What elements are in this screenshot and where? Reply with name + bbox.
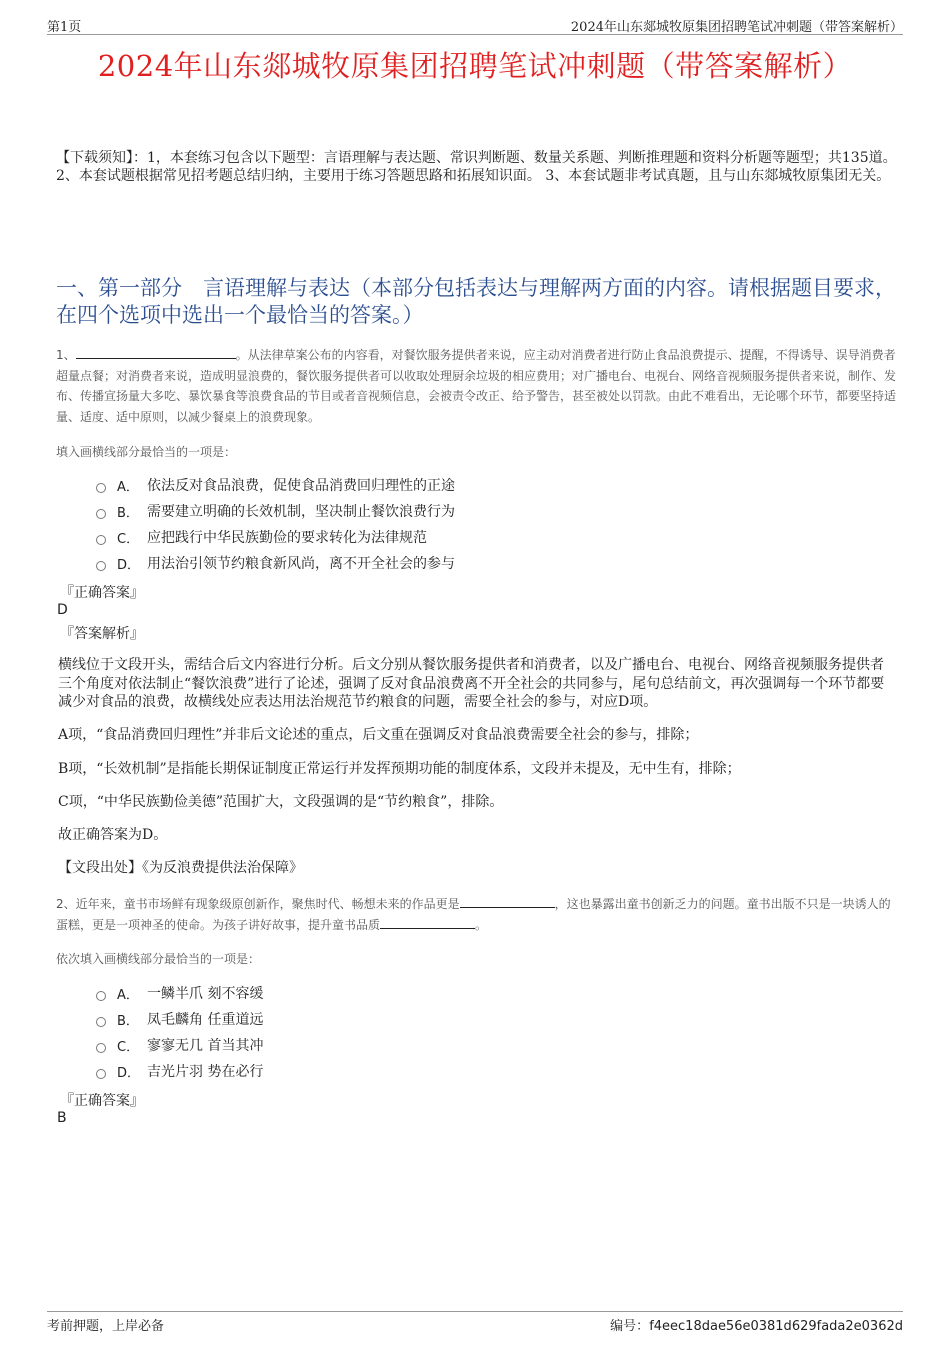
question-1-blank: [76, 346, 236, 359]
question-1-option-d[interactable]: D． 用法治引领节约粮食新风尚，离不开全社会的参与: [96, 550, 455, 576]
question-2-blank-2: [380, 916, 475, 929]
question-2-answer: B: [57, 1110, 67, 1126]
question-1-prompt: 填入画横线部分最恰当的一项是：: [56, 445, 237, 459]
page-footer: [47, 1311, 903, 1332]
question-2-text: 2、近年来，童书市场鲜有现象级原创新作，聚焦时代、畅想未来的作品更是 ，这也暴露出童书创新乏力的问题。童书出版不只是一块诱人的蛋糕，更是一项神圣的使命。为孩子讲好故事，提升童书品质 。: [56, 897, 891, 932]
radio-icon[interactable]: [96, 1043, 106, 1053]
question-1-source: 【文段出处】《为反浪费提供法治保障》: [58, 860, 303, 876]
question-1-conclusion: 故正确答案为D。: [58, 827, 168, 843]
section-heading: 一、第一部分 言语理解与表达（本部分包括表达与理解两方面的内容。请根据题目要求，在四个选项中选出一个最恰当的答案。）: [56, 276, 896, 327]
question-1-options: [96, 472, 455, 576]
question-1-analysis-c: C项，“中华民族勤俭美德”范围扩大，文段强调的是“节约粮食”，排除。: [58, 794, 504, 810]
page-header: [47, 14, 903, 35]
question-2-number: 2、: [56, 897, 76, 911]
radio-icon[interactable]: [96, 991, 106, 1001]
header-doc-title: 2024年山东郯城牧原集团招聘笔试冲刺题（带答案解析）: [570, 20, 903, 35]
question-2-options: [96, 980, 263, 1084]
question-2-blank-1: [460, 895, 555, 908]
download-notice: 【下载须知】：1，本套练习包含以下题型：言语理解与表达题、常识判断题、数量关系题、判断推理题和资料分析题等题型；共135道。 2、本套试题根据常见招考题总结归纳，主要用于练习答题思路和拓展知识面。 3、本套试题非考试真题，且与山东郯城牧原集团无关。: [56, 150, 897, 184]
question-2-option-a[interactable]: A． 一鳞半爪 刻不容缓: [96, 980, 263, 1006]
question-1-option-c[interactable]: C． 应把践行中华民族勤俭的要求转化为法律规范: [96, 524, 455, 550]
question-2-option-d[interactable]: D． 吉光片羽 势在必行: [96, 1058, 263, 1084]
question-1-analysis-label: 『答案解析』: [60, 626, 144, 642]
radio-icon[interactable]: [96, 561, 106, 571]
question-2-prompt: 依次填入画横线部分最恰当的一项是：: [56, 952, 261, 966]
question-1-text: [56, 345, 898, 427]
radio-icon[interactable]: [96, 509, 106, 519]
question-1-number: 1、: [56, 348, 76, 362]
footer-code: 编号：f4eec18dae56e0381d629fada2e0362d: [610, 1319, 903, 1334]
radio-icon[interactable]: [96, 483, 106, 493]
question-2-option-b[interactable]: B． 凤毛麟角 任重道远: [96, 1006, 263, 1032]
question-1-analysis-b: B项，“长效机制”是指能长期保证制度正常运行并发挥预期功能的制度体系，文段并未提及，无中生有，排除；: [58, 761, 741, 777]
question-1-answer: D: [57, 602, 68, 618]
question-1-body: 。从法律草案公布的内容看，对餐饮服务提供者来说，应主动对消费者进行防止食品浪费提示、提醒，不得诱导、误导消费者超量点餐；对消费者来说，造成明显浪费的，餐饮服务提供者可以收取处理厨余垃圾的相应费用；对广播电台、电视台、网络音视频服务提供者来说，制作、发布、传播宣扬量大多吃、暴饮暴食等浪费食品的节目或者音视频信息，会被责令改正、给予警告，甚至被处以罚款。由此不难看出，无论哪个环节，都要坚持适量、适度、适中原则，以减少餐桌上的浪费现象。: [56, 348, 897, 424]
question-1-option-a[interactable]: A． 依法反对食品浪费，促使食品消费回归理性的正途: [96, 472, 455, 498]
footer-slogan: 考前押题，上岸必备: [47, 1319, 165, 1334]
page-title: 2024年山东郯城牧原集团招聘笔试冲刺题（带答案解析）: [97, 49, 853, 83]
question-2-answer-label: 『正确答案』: [60, 1093, 144, 1109]
radio-icon[interactable]: [96, 1017, 106, 1027]
radio-icon[interactable]: [96, 1069, 106, 1079]
page-number: 第1页: [47, 20, 82, 35]
question-1-analysis-main: 横线位于文段开头，需结合后文内容进行分析。后文分别从餐饮服务提供者和消费者，以及广播电台、电视台、网络音视频服务提供者三个角度对依法制止“餐饮浪费”进行了论述，强调了反对食品浪费离不开全社会的共同参与，尾句总结前文，再次强调每一个环节都要减少对食品的浪费，故横线处应表达用法治规范节约粮食的问题，需要全社会的参与，对应D项。: [58, 657, 885, 710]
question-1-analysis-a: A项，“食品消费回归理性”并非后文论述的重点，后文重在强调反对食品浪费需要全社会的参与，排除；: [58, 727, 699, 743]
question-1-answer-label: 『正确答案』: [60, 585, 144, 601]
radio-icon[interactable]: [96, 535, 106, 545]
question-1-option-b[interactable]: B． 需要建立明确的长效机制，坚决制止餐饮浪费行为: [96, 498, 455, 524]
question-2-option-c[interactable]: C． 寥寥无几 首当其冲: [96, 1032, 263, 1058]
